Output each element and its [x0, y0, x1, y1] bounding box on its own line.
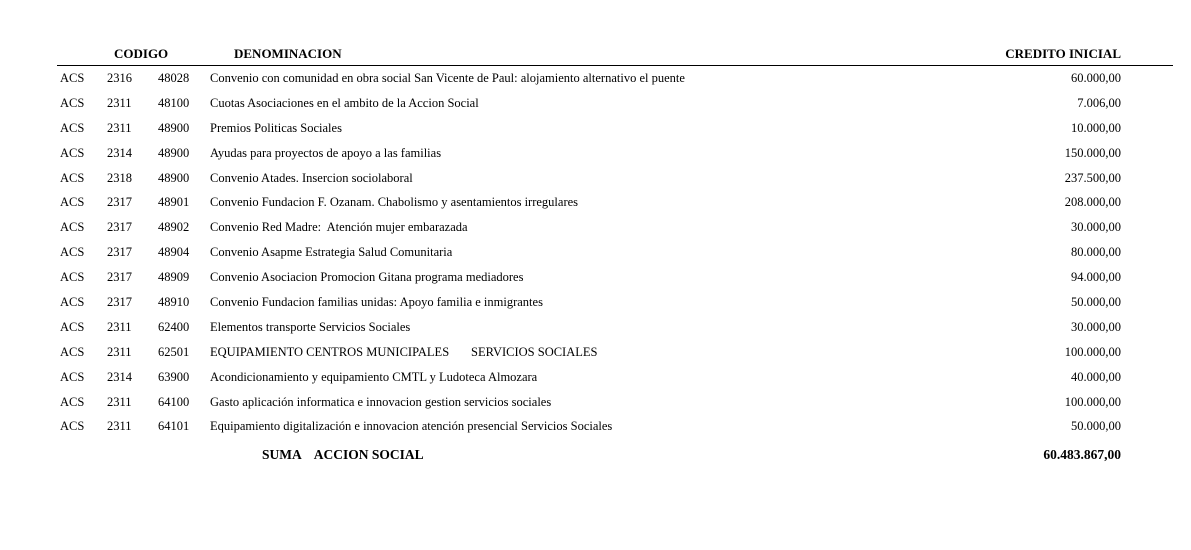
header-credito-inicial: CREDITO INICIAL: [1005, 46, 1121, 61]
cell-credito: 237.500,00: [1064, 170, 1121, 185]
cell-credito: 208.000,00: [1064, 195, 1121, 210]
cell-economico: 64100: [158, 394, 190, 409]
table-row: [0, 392, 1191, 417]
table-header: [0, 46, 1191, 66]
cell-denominacion: Convenio Atades. Insercion sociolaboral: [210, 170, 413, 185]
cell-organico: ACS: [60, 170, 85, 185]
header-codigo: CODIGO: [114, 46, 169, 61]
cell-organico: ACS: [60, 120, 85, 135]
table-row: [0, 168, 1191, 193]
cell-organico: ACS: [60, 344, 85, 359]
cell-programa: 2316: [107, 71, 132, 85]
table-row: [0, 143, 1191, 168]
cell-economico: 48900: [158, 170, 190, 185]
cell-economico: 48900: [158, 145, 190, 160]
cell-credito: 50.000,00: [1071, 295, 1121, 310]
cell-organico: ACS: [60, 295, 85, 310]
table-row: [0, 317, 1191, 342]
table-row: [0, 416, 1191, 441]
cell-organico: ACS: [60, 245, 85, 260]
cell-organico: ACS: [60, 394, 85, 409]
cell-denominacion: Premios Politicas Sociales: [210, 120, 342, 135]
cell-credito: 80.000,00: [1071, 245, 1121, 260]
cell-denominacion: EQUIPAMIENTO CENTROS MUNICIPALES SERVICIOS SOCIALES: [210, 344, 598, 359]
header-denominacion: DENOMINACION: [234, 46, 342, 61]
table-row: [0, 93, 1191, 118]
cell-credito: 60.000,00: [1071, 71, 1121, 85]
cell-economico: 48901: [158, 195, 190, 210]
table-row: [0, 342, 1191, 367]
cell-denominacion: Cuotas Asociaciones en el ambito de la Accion Social: [210, 95, 479, 110]
cell-programa: 2311: [107, 419, 132, 434]
cell-denominacion: Ayudas para proyectos de apoyo a las familias: [210, 145, 442, 160]
cell-denominacion: Acondicionamiento y equipamiento CMTL y Ludoteca Almozara: [210, 369, 538, 384]
cell-credito: 94.000,00: [1071, 270, 1121, 285]
cell-economico: 48910: [158, 295, 190, 310]
table-row: [0, 267, 1191, 292]
cell-economico: 48904: [158, 245, 190, 260]
header-divider: [57, 65, 1173, 66]
table-body: [0, 68, 1191, 441]
cell-programa: 2311: [107, 344, 132, 359]
table-row: [0, 242, 1191, 267]
cell-organico: ACS: [60, 71, 85, 85]
cell-denominacion: Convenio Asapme Estrategia Salud Comunitaria: [210, 245, 453, 260]
cell-organico: ACS: [60, 145, 85, 160]
cell-economico: 48900: [158, 120, 190, 135]
cell-organico: ACS: [60, 369, 85, 384]
cell-organico: ACS: [60, 95, 85, 110]
total-row: [0, 447, 1191, 467]
cell-programa: 2317: [107, 195, 132, 210]
cell-credito: 100.000,00: [1064, 344, 1121, 359]
cell-denominacion: Elementos transporte Servicios Sociales: [210, 319, 411, 334]
cell-organico: ACS: [60, 419, 85, 434]
cell-economico: 48100: [158, 95, 190, 110]
cell-economico: 62501: [158, 344, 190, 359]
cell-economico: 48028: [158, 71, 190, 85]
cell-programa: 2314: [107, 369, 132, 384]
cell-denominacion: Equipamiento digitalización e innovacion atención presencial Servicios Sociales: [210, 419, 613, 434]
cell-programa: 2317: [107, 220, 132, 235]
cell-credito: 100.000,00: [1064, 394, 1121, 409]
cell-organico: ACS: [60, 195, 85, 210]
cell-organico: ACS: [60, 220, 85, 235]
table-row: [0, 292, 1191, 317]
cell-credito: 30.000,00: [1071, 319, 1121, 334]
table-row: [0, 217, 1191, 242]
cell-programa: 2311: [107, 120, 132, 135]
cell-denominacion: Convenio Red Madre: Atención mujer embarazada: [210, 220, 468, 235]
total-label: SUMA ACCION SOCIAL: [262, 447, 424, 462]
table-row: [0, 118, 1191, 143]
cell-credito: 40.000,00: [1071, 369, 1121, 384]
cell-economico: 62400: [158, 319, 190, 334]
cell-denominacion: Convenio Fundacion F. Ozanam. Chabolismo y asentamientos irregulares: [210, 195, 579, 210]
cell-programa: 2317: [107, 270, 132, 285]
cell-denominacion: Convenio Asociacion Promocion Gitana programa mediadores: [210, 270, 524, 285]
cell-credito: 10.000,00: [1071, 120, 1121, 135]
cell-economico: 64101: [158, 419, 190, 434]
cell-organico: ACS: [60, 319, 85, 334]
cell-programa: 2311: [107, 319, 132, 334]
cell-organico: ACS: [60, 270, 85, 285]
cell-denominacion: Convenio con comunidad en obra social San Vicente de Paul: alojamiento alternativo el puente: [210, 71, 685, 85]
cell-economico: 48902: [158, 220, 190, 235]
cell-programa: 2317: [107, 245, 132, 260]
table-row: [0, 192, 1191, 217]
cell-programa: 2318: [107, 170, 132, 185]
cell-credito: 50.000,00: [1071, 419, 1121, 434]
table-row: [0, 68, 1191, 93]
cell-denominacion: Convenio Fundacion familias unidas: Apoyo familia e inmigrantes: [210, 295, 543, 310]
cell-programa: 2311: [107, 394, 132, 409]
cell-economico: 48909: [158, 270, 190, 285]
cell-programa: 2314: [107, 145, 132, 160]
cell-credito: 30.000,00: [1071, 220, 1121, 235]
cell-economico: 63900: [158, 369, 190, 384]
cell-programa: 2317: [107, 295, 132, 310]
cell-credito: 7.006,00: [1077, 95, 1121, 110]
cell-credito: 150.000,00: [1064, 145, 1121, 160]
total-amount: 60.483.867,00: [1043, 447, 1121, 462]
cell-programa: 2311: [107, 95, 132, 110]
cell-denominacion: Gasto aplicación informatica e innovacion gestion servicios sociales: [210, 394, 552, 409]
table-row: [0, 367, 1191, 392]
